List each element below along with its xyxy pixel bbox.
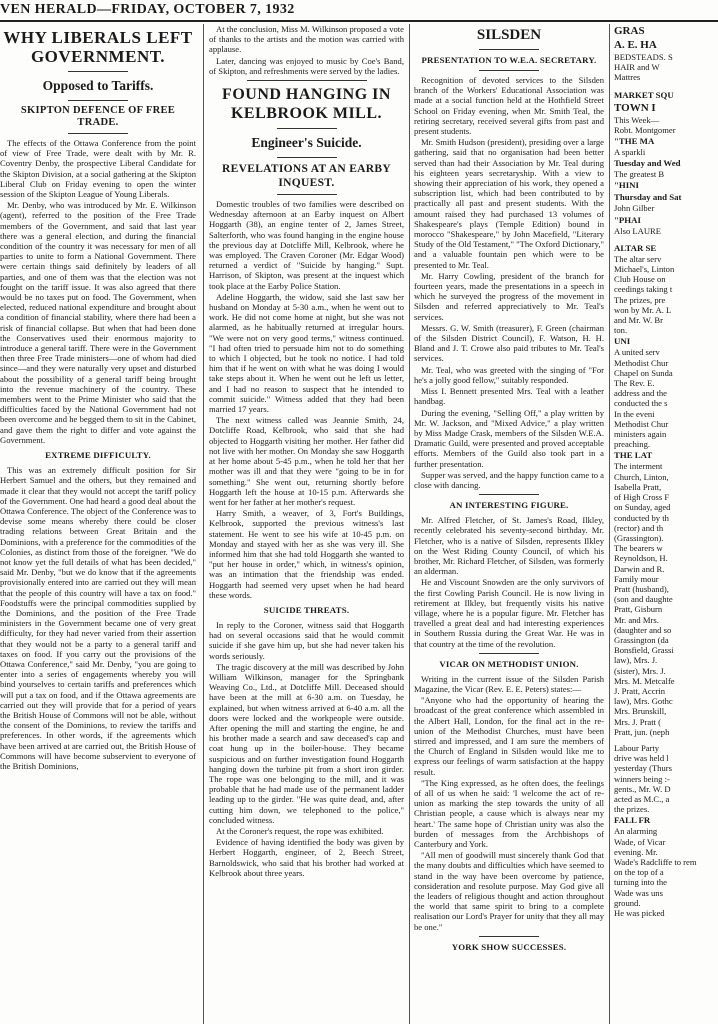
cropped-text-line: conducted by th (614, 512, 669, 523)
cropped-text-line: Club House on (614, 274, 666, 285)
cropped-text-line: Methodist Chur (614, 357, 669, 368)
cropped-subheading: "THE MA (614, 136, 655, 147)
divider (479, 936, 539, 937)
cropped-subheading: "PHAI (614, 214, 641, 225)
divider (479, 49, 539, 50)
subhead-tariffs: Opposed to Tariffs. (42, 78, 154, 93)
article-paragraph: Mr. Smith Hudson (president), presiding over a large gathering, said that no organisation had been better served than had their Association by Mr. Teal during his eighteen years secretaryship. With a view to showing their appreciation of his work, they opened a subscription list, which had been contributed to by practically all past and present students. With the amount raised they had purchased 13 volumes of Shakespeare's plays (Temple Edition) bound in morocco "Shakespeare," by John Macefield, "Literary Study of the Old Testament," "The Oxford Dictionary," and a valuable fountain pen which were to be presented to Mr. Teal. (414, 137, 604, 270)
cropped-text-line: Mrs. J. Pratt ( (614, 716, 662, 727)
article-paragraph: The effects of the Ottawa Conference from the point of view of Free Trade, were dealt with by Mr. R. Coventry Denby, the prospective Liberal Candidate for the Skipton Division, at a social gathering at the Skipton Liberal Club on Friday evening to open the winter session of the Skipton League of Young Liberals. (0, 138, 196, 200)
article-paragraph: Writing in the current issue of the Silsden Parish Magazine, the Vicar (Rev. E. E. Peters) states:— (414, 673, 604, 694)
article-paragraph: This was an extremely difficult position for Sir Herbert Samuel and the others, but they remained and made it clear that they would not accept the tariff policy of the Government. One had heard a good deal about the Ottawa Conference. The object of the Conference was to devise some means whereby there could be closer trading relations between Great Britain and the Dominions, with a preference for the commodities of the Colonies, as distinct from those of the foreigner. "We do not know yet the full details of what has been decided," said Mr. Denby, "but we do know that if the agreements provisionally entered into are carried out they will mean that the people of this country will have a tax on food." Foodstuffs were the principal commodities supplied by the Dominions, and the position of the Free Trade ministers in the Government became one of very great difficulty, for they had never varied from their assertion that they would not be a party to a general tariff and taxes on food. If you carry out the provisions of the Ottawa Conference," said Mr. Denby, "you are going to enter into a series of engagements whereby you will bind yourselves to certain tariffs and preferences which will put a tax on food, and if the Ottawa agreements are carried out they will provide that for a period of years the British House of Commons will not be able, without the consent of the Dominions, to review the tariffs and preferences. In other words, if the agreements which have been arrived at are carried out, the British House of Commons will have become subservient to everyone of the British Dominions, (0, 465, 196, 771)
divider (479, 494, 539, 495)
cropped-text-line: (daughter and so (614, 624, 672, 635)
cropped-text-line: Bonsfield, Grassi (614, 645, 674, 656)
cropped-text-line: on Sunday, aged (614, 502, 671, 513)
article-paragraph: Mr. Harry Cowling, president of the branch for fourteen years, made the presentations in a speech in which he surveyed the progress of the movement in Silsden and referred appreciatively to Mr. Teal's services. (414, 270, 604, 322)
cropped-text-line: HAIR and W (614, 62, 660, 73)
cropped-text-line: ground. (614, 897, 641, 908)
cropped-text-line: Mattres (614, 72, 641, 83)
subhead-engineers-suicide: Engineer's Suicide. (251, 135, 362, 151)
cropped-subheading: UNI (614, 336, 631, 347)
article-paragraph: "Anyone who had the opportunity of hearing the broadcast of the great conference which assembled in the Albert Hall, London, for the final act in the re-union of the Methodist Churches, must have been stirred and impressed, and I am sure the members of the Church of England in Silsden would like me to express our feelings of warm satisfaction at the happy result. (414, 695, 604, 777)
cropped-text-line: Wade's Radcliffe to rem (614, 857, 697, 867)
headline-earby-inquest: REVELATIONS AT AN EARBY INQUEST. (222, 163, 391, 190)
article-paragraph: Mr. Alfred Fletcher, of St. James's Road, Ilkley, recently celebrated his seventy-second birthday. Mr. Fletcher, who is a native of Silsden, represents Ilkley on the West Riding County Council, of which his brother, Mr. Richard Fletcher, of Silsden, was formerly an alderman. (414, 515, 604, 577)
divider (247, 80, 367, 81)
cropped-text-line: Wade was uns (614, 887, 663, 898)
divider (479, 653, 539, 654)
cropped-subheading: ALTAR SE (614, 242, 657, 253)
masthead: VEN HERALD—FRIDAY, OCTOBER 7, 1932 (0, 2, 295, 17)
cropped-text-line: (son and daughte (614, 594, 673, 605)
cropped-text-line: Pratt (husband), (614, 583, 669, 594)
headline-silsden: SILSDEN (476, 27, 542, 43)
cropped-text-line: ceedings taking t (614, 284, 673, 295)
cropped-heading: A. E. HA (614, 39, 657, 51)
cropped-text-line: Isabella Pratt, (614, 481, 662, 492)
article-paragraph: The next witness called was Jeannie Smith, 24, Dotcliffe Road, Kelbrook, who said that she had objected to Hoggarth visiting her mother. Her father did not live with her mother. On Monday she saw Hoggarth at her home about 5-45 p.m., when he told her that her mother was ill and that they were "going to be in for something." She went out, returning shortly before Hoggarth left the house at 10-15 p.m. Afterwards she went for her father at her mother's request. (209, 415, 404, 507)
article-paragraph: Later, dancing was enjoyed to music by Coe's Band, of Skipton, and refreshments were served by the ladies. (209, 55, 404, 76)
article-paragraph: "The King expressed, as he often does, the feelings of all of us when he said: 'I welcome the act of re-union as marking the step towards the unity of all Christian people, a cause which is always near my heart.' The same hope of Christian unity was also the burden of messages from the Archbishops of Canterbury and York. (414, 777, 604, 850)
cropped-text-line: Darwin and R. (614, 563, 665, 574)
column-rule (409, 24, 410, 1024)
cropped-subheading: FALL FR (614, 815, 651, 826)
cropped-text-line: drive was held l (614, 753, 669, 764)
article-paragraph: Harry Smith, a weaver, of 3, Fort's Buildings, Kelbrook, supported the previous witness's last statement. He went to see his wife at 10-45 p.m. on Monday and stayed with her as she was very ill. She informed him that she had told Hoggarth she wanted to "put her house in order," which, in witness's opinion, was an intimation that the friendship was ended. Hoggarth had seemed very upset when he had heard these words. (209, 508, 404, 600)
cropped-text-line: Grassington (da (614, 634, 669, 645)
cropped-text-line: (Grassington). (614, 532, 664, 543)
cropped-text-line: Pratt, Gisburn (614, 604, 663, 615)
article-paragraph: Supper was served, and the happy function came to a close with dancing. (414, 469, 604, 490)
column-rule (609, 24, 610, 1024)
cropped-text-line: Wade, of Vicar (614, 836, 666, 847)
cropped-text-line: conducted the s (614, 398, 668, 409)
cropped-text-line: gents., Mr. W. D (614, 783, 671, 794)
article-paragraph: Domestic troubles of two families were described on Wednesday afternoon at an Earby inquest on Albert Hoggarth (38), an engine tenter of 2, James Street, Salterforth, who was found hanging in the engine house the previous day at Dotcliffe Mill, Kelbrook, where he was employed. The Craven Coroner (Mr. Edgar Wood) returned a verdict of "Suicide by hanging." Supt. Harrison, of Skipton, was present at the inquest which took place at the Earby Police Station. (209, 199, 404, 291)
divider (277, 194, 337, 195)
column-4-cropped (614, 24, 718, 1024)
divider (479, 70, 539, 71)
cropped-text-line: law), Mrs. Gothc (614, 696, 673, 707)
cropped-text-line: (sister), Mrs. J. (614, 665, 666, 676)
subhead-interesting-figure: AN INTERESTING FIGURE. (449, 500, 569, 511)
article-paragraph: Mr. Teal, who was greeted with the singing of "For he's a jolly good fellow," suitably responded. (414, 364, 604, 385)
cropped-text-line: and Mr. W. Br (614, 315, 663, 326)
cropped-text-line: Mrs. M. Metcalfe (614, 675, 675, 686)
cropped-text-line: Pratt, jun. (neph (614, 726, 670, 737)
cropped-text-line: winners being :- (614, 773, 670, 784)
masthead-rule (0, 20, 718, 22)
cropped-text-line: Chapel on Sunda (614, 367, 673, 378)
cropped-text-line: The bearers w (614, 543, 663, 554)
article-paragraph: At the conclusion, Miss M. Wilkinson proposed a vote of thanks to the artists and the motion was carried with applause. (209, 24, 404, 55)
article-paragraph: Messrs. G. W. Smith (treasurer), F. Green (chairman of the Silsden District Council), F. Watson, H. H. Bland and J. T. Crowe also paid tributes to Mr. Teal's services. (414, 322, 604, 364)
cropped-text-line: The prizes, pre (614, 294, 666, 305)
cropped-text-line: address and the (614, 388, 667, 399)
cropped-text-line: on the top of a (614, 867, 664, 878)
cropped-subheading: MARKET SQU (614, 89, 674, 100)
article-paragraph: Adeline Hoggarth, the widow, said she last saw her husband on Monday at 5-30 a.m., when he went out to work. He did not come home at night, but she was not alarmed, as he habitually returned at irregular hours. "We were not on very good terms," witness continued. "I had often tried to persuade him not to do something to which I objected, but he took no notice. I had told him that if he went on with what he was doing I would take steps about it. When he went out he left us letter, and I had no reason to suspect that he intended to commit suicide." Witness added that they had been married 17 years. (209, 291, 404, 415)
divider (68, 133, 128, 134)
divider (277, 157, 337, 158)
cropped-text-line: Mr. and Mrs. (614, 614, 659, 625)
article-paragraph: At the Coroner's request, the rope was exhibited. (216, 826, 384, 836)
column-2 (209, 24, 406, 1024)
cropped-text-line: Family mour (614, 573, 659, 584)
article-paragraph: He and Viscount Snowden are the only survivors of the first Cowling Parish Council. He is now living in retirement at Ilkley, but frequently visits his native village, where he is a popular figure. Mr. Fletcher has travelled a great deal and had interesting experiences in Southern Russia during the Great War. He was in that country at the time of the revolution. (414, 577, 604, 649)
cropped-heading: TOWN I (614, 101, 656, 114)
article-paragraph: In reply to the Coroner, witness said that Hoggarth had on several occasions said that he would commit suicide if she gave him up, but she had never taken his words seriously. (209, 619, 404, 661)
cropped-text-line: BEDSTEADS. S (614, 52, 673, 62)
column-1 (0, 24, 200, 1024)
cropped-text-line: preaching. (614, 439, 651, 450)
cropped-text-line: The altar serv (614, 253, 662, 264)
subhead-vicar-methodist: VICAR ON METHODIST UNION. (439, 658, 579, 669)
cropped-text-line: Methodist Chur (614, 418, 669, 429)
article-paragraph: Recognition of devoted services to the Silsden branch of the Workers' Educational Association was made at a social function held at the Hothfield Street School on Friday evening, when Mr. Smith Teal, the retiring secretary, received several gifts from past and present students. (414, 75, 604, 137)
cropped-text-line: A united serv (614, 347, 660, 358)
subhead-free-trade: SKIPTON DEFENCE OF FREE TRADE. (20, 105, 176, 128)
cropped-heading: GRAS (614, 25, 645, 37)
cropped-text-line: A sparkli (614, 147, 646, 158)
cropped-text-line: The greatest B (614, 169, 665, 180)
subhead-suicide-threats: SUICIDE THREATS. (263, 604, 350, 615)
divider (277, 128, 337, 129)
article-paragraph: During the evening, "Selling Off," a play written by Mr. W. Jackson, and "Mixed Advice," a play written by Miss Madge Crask, members of the Silsden W.E.A. Dramatic Guild, were presented and proved acceptable efforts. Members of the Guild also took part in a further presentation. (414, 407, 604, 469)
cropped-text-line: An alarming (614, 826, 658, 837)
cropped-subheading: Thursday and Sat (614, 192, 682, 203)
cropped-subheading: Tuesday and Wed (614, 158, 681, 169)
cropped-text-line: John Gilber (614, 203, 655, 214)
cropped-subheading: THE LAT (614, 450, 653, 461)
cropped-text-line: This Week— (614, 114, 660, 125)
cropped-text-line: Church, Linton, (614, 471, 669, 482)
cropped-text-line: The Rev. E. (614, 378, 655, 389)
cropped-text-line: acted as M.C., a (614, 793, 670, 804)
subhead-extreme-difficulty: EXTREME DIFFICULTY. (45, 450, 151, 461)
cropped-text-line: Michael's, Linton (614, 264, 675, 275)
headline-kelbrook: FOUND HANGING IN KELBROOK MILL. (222, 86, 391, 123)
headline-liberals: WHY LIBERALS LEFT GOVERNMENT. (3, 28, 193, 66)
article-paragraph: Mr. Denby, who was introduced by Mr. E. Wilkinson (agent), referred to the position of the Free Trade members of the Government, and said that last year there was a general election, and during the financial condition of the country it was necessary for men of all parties to unite to form a National Government. There were certain things said definitely by leaders of all parties, and one of them was that the election was not fought on the tariff issue. It was also agreed that there would be no taxes put on food. The Government, when elected, reduced national expenditure and brought about a condition of financial stability, where there had been a risk of financial collapse. But when that had been done the Conservatives used their enormous majority to introduce a general tariff. There were in the Government then three Free Trade ministers—one of whom had died since—and they were naturally very upset and disturbed about the possibility of a general tariff being brought into the revenue machinery of the country. These members went to the Prime Minister who said that the difficulties faced by the National Government had not been overcome and he begged them to sit in the Cabinet, and gave them the right to differ and vote against the Government. (0, 200, 196, 445)
cropped-text-line: the prizes. (614, 804, 650, 815)
subhead-presentation: PRESENTATION TO W.E.A. SECRETARY. (421, 55, 597, 65)
cropped-text-line: Robt. Montgomer (614, 124, 676, 135)
article-paragraph: The tragic discovery at the mill was described by John William Wilkinson, manager for the Springbank Weaving Co., Ltd., at Dotcliffe Mill. Deceased should have been at the mill at 6-30 a.m. on Tuesday, he explained, but when witness arrived at 6-40 a.m. all the doors were locked and the workpeople were outside. After opening the mill and starting the engine, he and his brother made a search and saw deceased's cap and coat hung up in the boiler-house. They became suspicious and on further investigation found Hoggarth hanging down the turbine pit from a short iron girder. The rope was one belonging to the mill, and it was probable that he had made use of the permanent ladder leading up to the girder. "He was quite dead, and, after cutting him down, we telephoned to the police," concluded witness. (209, 661, 404, 825)
cropped-text-line: (rector) and th (614, 522, 664, 533)
cropped-text-line: Reynoldson, H. (614, 553, 668, 564)
cropped-text-line: Labour Party (614, 742, 660, 753)
cropped-text-line: The interment (614, 461, 663, 472)
cropped-text-line: In the eveni (614, 408, 655, 419)
cropped-text-line: law), Mrs. J. (614, 655, 658, 666)
cropped-text-line: Mrs. Brunskill, (614, 706, 667, 717)
cropped-text-line: of High Cross F (614, 492, 670, 503)
article-paragraph: Evidence of having identified the body was given by Herbert Hoggarth, engineer, of 2, Beech Street, Barnoldswick, who said that his brother had worked at Kelbrook about three years. (209, 837, 404, 878)
column-3 (414, 24, 606, 1024)
article-paragraph: "All men of goodwill must sincerely thank God that the many doubts and difficulties which have seemed to stand in the way have been overcome by patience, consideration and resolute purpose. May God give all the leaders of religious thought and action throughout the world that same spirit to bring to a complete realisation our Lord's Prayer for unity that they all may be one." (414, 850, 604, 932)
article-paragraph: Miss I. Bennett presented Mrs. Teal with a leather handbag. (414, 386, 604, 407)
cropped-text-line: turning into the (614, 877, 667, 888)
cropped-text-line: ton. (614, 325, 628, 336)
cropped-text-line: Also LAURE (614, 225, 662, 236)
cropped-text-line: won by Mr. A. L (614, 304, 672, 315)
cropped-text-line: J. Pratt, Accrin (614, 685, 666, 696)
cropped-text-line: ministers again (614, 429, 667, 440)
cropped-text-line: evening. Mr. (614, 846, 658, 857)
cropped-subheading: "HINI (614, 180, 639, 191)
subhead-york-show: YORK SHOW SUCCESSES. (451, 941, 567, 952)
cropped-text-line: yesterday (Thurs (614, 763, 672, 774)
divider (68, 100, 128, 101)
column-rule (203, 24, 204, 1024)
divider (68, 71, 128, 72)
cropped-text-line: He was picked (614, 908, 665, 919)
